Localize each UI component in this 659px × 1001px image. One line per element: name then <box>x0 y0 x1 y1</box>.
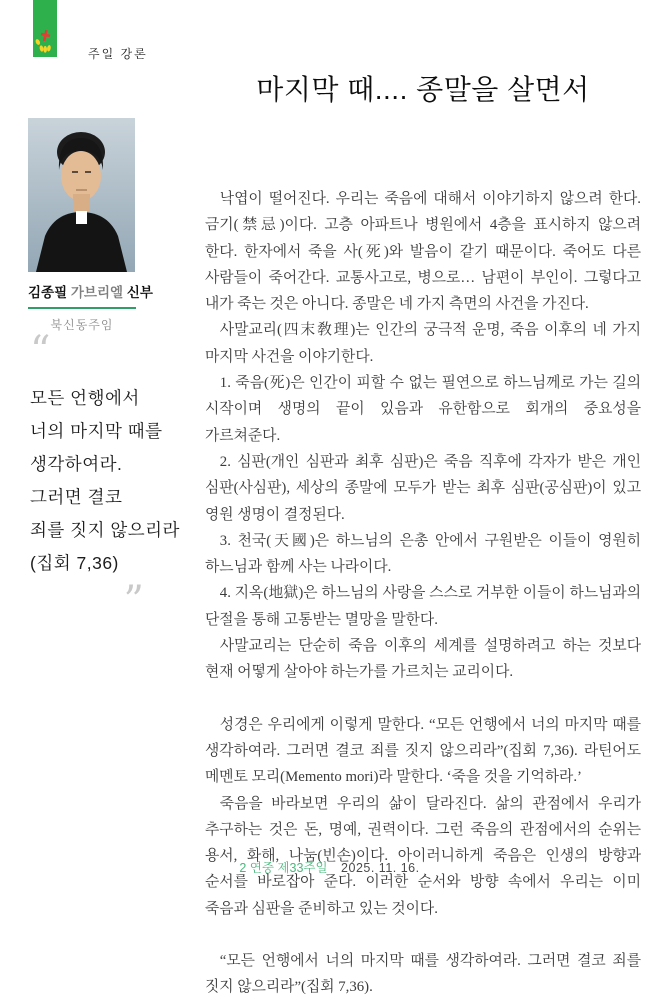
author-title-suffix: 신부 <box>126 285 153 300</box>
page-footer <box>0 858 659 876</box>
paragraph: 사말교리(四末敎理)는 인간의 궁극적 운명, 죽음 이후의 네 가지 마지막 사건을 이야기한다. <box>205 322 641 365</box>
paragraph: 사말교리는 단순히 죽음 이후의 세계를 설명하려고 하는 것보다 현재 어떻게 살아야 하는가를 가르치는 교리이다. <box>205 638 641 681</box>
paragraph: 1. 죽음(死)은 인간이 피할 수 없는 필연으로 하느님께로 가는 길의 시작이며 생명의 끝이 있음과 유한함으로 회개의 중요성을 가르쳐준다. <box>205 375 641 444</box>
paragraph: 죽음을 바라보면 우리의 삶이 달라진다. 삶의 관점에서 우리가 추구하는 것은 돈, 명예, 권력이다. 그런 죽음의 관점에서의 순위는 용서, 화해, 나눔(빈손)이다. 아이러니하게 죽음은 인생의 방향과 순서를 바로잡아 준다. 이러한 순서와 방향 속에서 우리는 이미 죽음과 심판을 준비하고 있는 것이다. <box>205 795 641 917</box>
page-number-label: 2 연중 제33주일 <box>239 861 328 875</box>
author-photo <box>28 118 135 272</box>
paragraph: 성경은 우리에게 이렇게 말한다. “모든 언행에서 너의 마지막 때를 생각하여라. 그러면 결코 죄를 짓지 않으리라”(집회 7,36). 라틴어도 메멘토 모리(Memento mori)라 말한다. ‘죽을 것을 기억하라.’ <box>205 716 641 786</box>
pull-quote <box>30 328 192 624</box>
page-title: 마지막 때.... 종말을 살면서 <box>256 74 590 105</box>
name-divider <box>28 307 136 309</box>
paragraph: 4. 지옥(地獄)은 하느님의 사랑을 스스로 거부한 이들이 하느님과의 단절을 통해 고통받는 멸망을 말한다. <box>205 585 641 628</box>
paragraph: “모든 언행에서 너의 마지막 때를 생각하여라. 그러면 결코 죄를 짓지 않으리라”(집회 7,36). <box>205 953 641 996</box>
open-quote-icon: “ <box>30 328 51 374</box>
section-label: 주일 강론 <box>88 47 148 61</box>
author-role: 북신동주임 <box>50 318 114 332</box>
close-quote-icon: ” <box>123 578 144 624</box>
quote-line: 너의 마지막 때를 <box>30 421 163 441</box>
author-sidebar <box>28 118 153 333</box>
issue-date: 2025. 11. 16. <box>341 861 420 875</box>
quote-lines <box>30 382 192 580</box>
paragraph: 3. 천국(天國)은 하느님의 은총 안에서 구원받은 이들이 영원히 하느님과 함께 사는 나라이다. <box>205 532 641 576</box>
quote-line: (집회 7,36) <box>30 553 119 573</box>
paragraph: 낙엽이 떨어진다. 우리는 죽음에 대해서 이야기하지 않으려 한다. 금기(禁忌)이다. 고층 아파트나 병원에서 4층을 표시하지 않으려 한다. 한자에서 죽을 사(死)와 발음이 같기 때문이다. 죽어도 다른 사람들이 죽어간다. 교통사고로, 병으로… 남편이 부인이. 그렇다고 내가 죽는 것은 아니다. 종말은 네 가지 측면의 사건을 가진다. <box>205 191 641 313</box>
author-name <box>28 281 153 301</box>
quote-line: 그러면 결코 <box>30 487 123 507</box>
quote-line: 죄를 짓지 않으리라 <box>30 520 180 540</box>
author-baptismal-name: 가브리엘 <box>70 285 124 300</box>
cross-with-sprouts-icon <box>35 29 55 53</box>
paragraph: 2. 심판(개인 심판과 최후 심판)은 죽음 직후에 각자가 받은 개인 심판(사심판), 세상의 종말에 모두가 받는 최후 심판(공심판)이 있고 영원 생명이 결정된다. <box>205 453 641 523</box>
quote-line: 생각하여라. <box>30 454 123 474</box>
section-banner <box>33 0 57 57</box>
quote-line: 모든 언행에서 <box>30 388 140 408</box>
author-name-main: 김종필 <box>28 285 68 300</box>
article-body <box>205 186 641 1001</box>
